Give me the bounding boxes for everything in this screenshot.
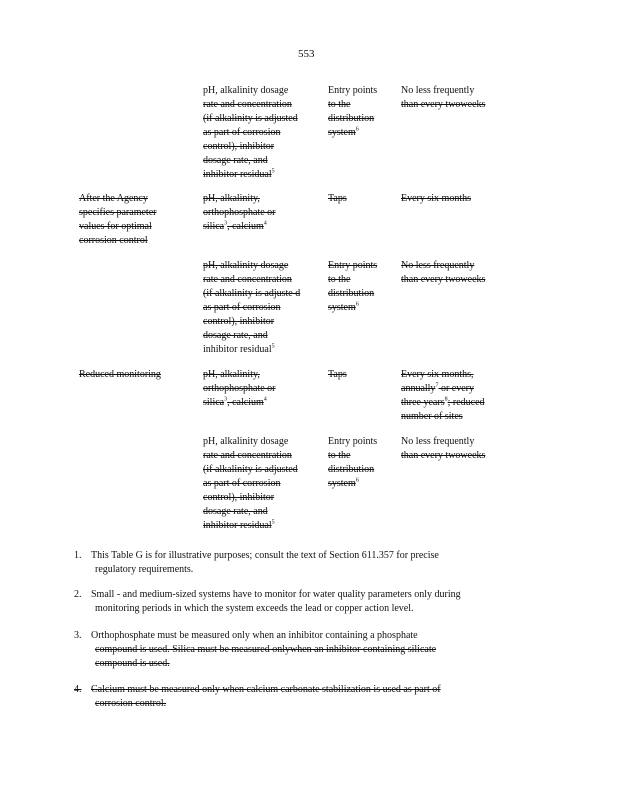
table-cell-locations-text: Entry points — [328, 85, 378, 96]
footnote-ref: 5 — [271, 343, 275, 350]
table-cell-frequency-text: number of sites — [401, 411, 463, 422]
footnote-ref: 6 — [355, 477, 359, 484]
footnote-ref: 3 — [224, 396, 228, 403]
table-cell-parameters — [203, 220, 267, 234]
table-cell-parameters-text: pH, alkalinity dosage — [203, 436, 289, 447]
table-cell-parameters — [203, 84, 288, 98]
table-cell-locations — [328, 98, 351, 112]
table-cell-frequency-text: than every twoweeks — [401, 99, 486, 110]
table-cell-frequency-tail: ; reduced — [447, 397, 485, 408]
table-cell-parameters-text: pH, alkalinity, — [203, 369, 260, 380]
footnote-line: Orthophosphate must be measured only when an inhibitor containing a phosphate — [91, 630, 418, 641]
table-cell-frequency-text: annually — [401, 383, 436, 394]
footnote-number: 2. — [74, 589, 82, 600]
table-cell-row-label-text: After the Agency — [79, 193, 148, 204]
footnote-line: compound is used. Silica must be measured onlywhen an inhibitor containing silicate — [95, 644, 437, 655]
table-cell-frequency — [401, 410, 463, 424]
table-cell-parameters-text: control), inhibitor — [203, 492, 275, 503]
table-cell-locations — [328, 477, 359, 491]
table-cell-locations — [328, 192, 347, 206]
footnote-number: 1. — [74, 550, 82, 561]
table-cell-frequency-text: Every six months — [401, 193, 471, 204]
table-cell-parameters — [203, 112, 298, 126]
table-cell-locations-text: distribution — [328, 288, 375, 299]
table-cell-locations — [328, 301, 359, 315]
table-cell-parameters — [203, 301, 280, 315]
table-cell-parameters-text: orthophosphate or — [203, 207, 276, 218]
table-cell-parameters-text: inhibitor residual — [203, 169, 272, 180]
table-cell-frequency-text: three years — [401, 397, 445, 408]
table-cell-parameters-text: (if alkalinity is adjusted — [203, 464, 298, 475]
table-cell-row-label-text: values for optimal — [79, 221, 152, 232]
table-cell-parameters — [203, 126, 280, 140]
table-cell-locations — [328, 259, 377, 273]
table-cell-locations — [328, 287, 374, 301]
table-cell-parameters-text: dosage rate, and — [203, 506, 268, 517]
table-cell-parameters — [203, 168, 275, 182]
table-cell-locations-text: distribution — [328, 464, 375, 475]
table-cell-parameters-text: inhibitor residual — [203, 520, 272, 531]
table-cell-locations-text: Entry points — [328, 260, 378, 271]
table-cell-frequency — [401, 259, 474, 273]
table-cell-parameters-text: (if alkalinity is adjusted — [203, 113, 298, 124]
table-cell-parameters — [203, 396, 267, 410]
table-cell-frequency — [401, 368, 474, 382]
table-cell-parameters-text: inhibitor residual — [203, 344, 272, 355]
footnote-ref: 8 — [444, 396, 448, 403]
footnote-line: compound is used. — [95, 658, 170, 669]
table-cell-parameters — [203, 259, 288, 273]
table-cell-parameters-tail: , calcium — [227, 221, 264, 232]
footnote-ref: 7 — [435, 382, 439, 389]
table-cell-locations — [328, 463, 374, 477]
table-cell-parameters — [203, 505, 268, 519]
table-cell-parameters — [203, 463, 298, 477]
footnote-ref: 6 — [355, 301, 359, 308]
table-cell-row-label-text: specifies parameter — [79, 207, 157, 218]
table-cell-locations — [328, 112, 374, 126]
table-cell-frequency — [401, 449, 485, 463]
footnote-ref: 6 — [355, 126, 359, 133]
table-cell-parameters — [203, 154, 268, 168]
table-cell-parameters-text: rate and concentration — [203, 99, 292, 110]
footnote-line: This Table G is for illustrative purposes; consult the text of Section 611.357 for precise — [91, 550, 439, 561]
footnote-ref: 4 — [263, 396, 267, 403]
table-cell-parameters — [203, 368, 260, 382]
table-cell-locations-text: to the — [328, 99, 351, 110]
table-cell-frequency — [401, 273, 485, 287]
table-cell-parameters — [203, 273, 292, 287]
table-cell-parameters — [203, 449, 292, 463]
table-cell-locations-text: Entry points — [328, 436, 378, 447]
table-cell-parameters — [203, 315, 274, 329]
table-cell-locations-text: Taps — [328, 193, 347, 204]
footnote-ref: 4 — [263, 220, 267, 227]
table-cell-parameters-text: pH, alkalinity dosage — [203, 260, 289, 271]
table-cell-row-label — [79, 234, 148, 248]
table-cell-parameters-text: silica — [203, 221, 225, 232]
table-cell-locations — [328, 273, 351, 287]
table-cell-frequency-text: than every twoweeks — [401, 450, 486, 461]
footnote-line: Small - and medium-sized systems have to monitor for water quality parameters only during — [91, 589, 461, 600]
table-cell-row-label — [79, 192, 148, 206]
table-cell-parameters-text: (if alkalinity is adjuste d — [203, 288, 301, 299]
table-cell-parameters — [203, 477, 280, 491]
table-cell-parameters — [203, 519, 275, 533]
table-cell-locations-text: system — [328, 302, 356, 313]
footnote-line: Calcium must be measured only when calcium carbonate stabilization is used as part of — [91, 684, 441, 695]
table-cell-frequency — [401, 84, 474, 98]
table-cell-parameters-text: as part of corrosion — [203, 478, 281, 489]
table-cell-locations — [328, 449, 351, 463]
table-cell-frequency — [401, 98, 485, 112]
table-cell-frequency — [401, 382, 474, 396]
table-cell-locations-text: distribution — [328, 113, 375, 124]
table-cell-locations-text: to the — [328, 274, 351, 285]
table-cell-frequency-text: No less frequently — [401, 85, 475, 96]
footnote-number: 4. — [74, 684, 82, 695]
footnote-line: regulatory requirements. — [95, 564, 194, 575]
table-cell-row-label — [79, 368, 161, 382]
table-cell-row-label — [79, 220, 152, 234]
table-cell-parameters — [203, 206, 276, 220]
table-cell-parameters-text: control), inhibitor — [203, 141, 275, 152]
table-cell-row-label-text: Reduced monitoring — [79, 369, 161, 380]
table-cell-parameters-text: dosage rate, and — [203, 155, 268, 166]
footnote-ref: 3 — [224, 220, 228, 227]
table-cell-frequency — [401, 435, 474, 449]
table-cell-frequency-text: No less frequently — [401, 260, 475, 271]
table-cell-locations — [328, 126, 359, 140]
table-cell-frequency — [401, 396, 485, 410]
footnote-line: corrosion control. — [95, 698, 167, 709]
table-cell-parameters-text: orthophosphate or — [203, 383, 276, 394]
table-cell-parameters-text: as part of corrosion — [203, 302, 281, 313]
footnote-ref: 5 — [271, 519, 275, 526]
table-cell-parameters-text: dosage rate, and — [203, 330, 268, 341]
table-cell-locations-text: system — [328, 127, 356, 138]
table-cell-parameters — [203, 140, 274, 154]
footnote-number: 3. — [74, 630, 82, 641]
table-cell-parameters-text: silica — [203, 397, 225, 408]
table-cell-parameters-text: pH, alkalinity, — [203, 193, 260, 204]
table-cell-locations-text: system — [328, 478, 356, 489]
table-cell-parameters — [203, 192, 260, 206]
table-cell-parameters — [203, 382, 276, 396]
table-cell-row-label-text: corrosion control — [79, 235, 148, 246]
table-cell-locations — [328, 84, 377, 98]
table-cell-frequency-text: than every twoweeks — [401, 274, 486, 285]
table-cell-parameters-text: pH, alkalinity dosage — [203, 85, 289, 96]
table-cell-parameters-text: rate and concentration — [203, 274, 292, 285]
table-cell-parameters — [203, 435, 288, 449]
table-cell-locations — [328, 368, 347, 382]
table-cell-frequency-text: Every six months, — [401, 369, 474, 380]
table-cell-parameters — [203, 287, 300, 301]
table-cell-row-label — [79, 206, 156, 220]
table-cell-parameters — [203, 329, 268, 343]
table-cell-parameters — [203, 491, 274, 505]
table-cell-parameters-text: control), inhibitor — [203, 316, 275, 327]
footnote-ref: 5 — [271, 168, 275, 175]
table-cell-parameters — [203, 98, 292, 112]
table-cell-parameters-text: as part of corrosion — [203, 127, 281, 138]
table-cell-parameters — [203, 343, 275, 357]
table-cell-locations-text: Taps — [328, 369, 347, 380]
page-number: 553 — [298, 48, 315, 60]
table-cell-locations-text: to the — [328, 450, 351, 461]
table-cell-frequency — [401, 192, 471, 206]
table-cell-frequency-tail: or every — [438, 383, 474, 394]
footnote-line: monitoring periods in which the system exceeds the lead or copper action level. — [95, 603, 414, 614]
table-cell-frequency-text: No less frequently — [401, 436, 475, 447]
table-cell-locations — [328, 435, 377, 449]
table-cell-parameters-text: rate and concentration — [203, 450, 292, 461]
table-cell-parameters-tail: , calcium — [227, 397, 264, 408]
